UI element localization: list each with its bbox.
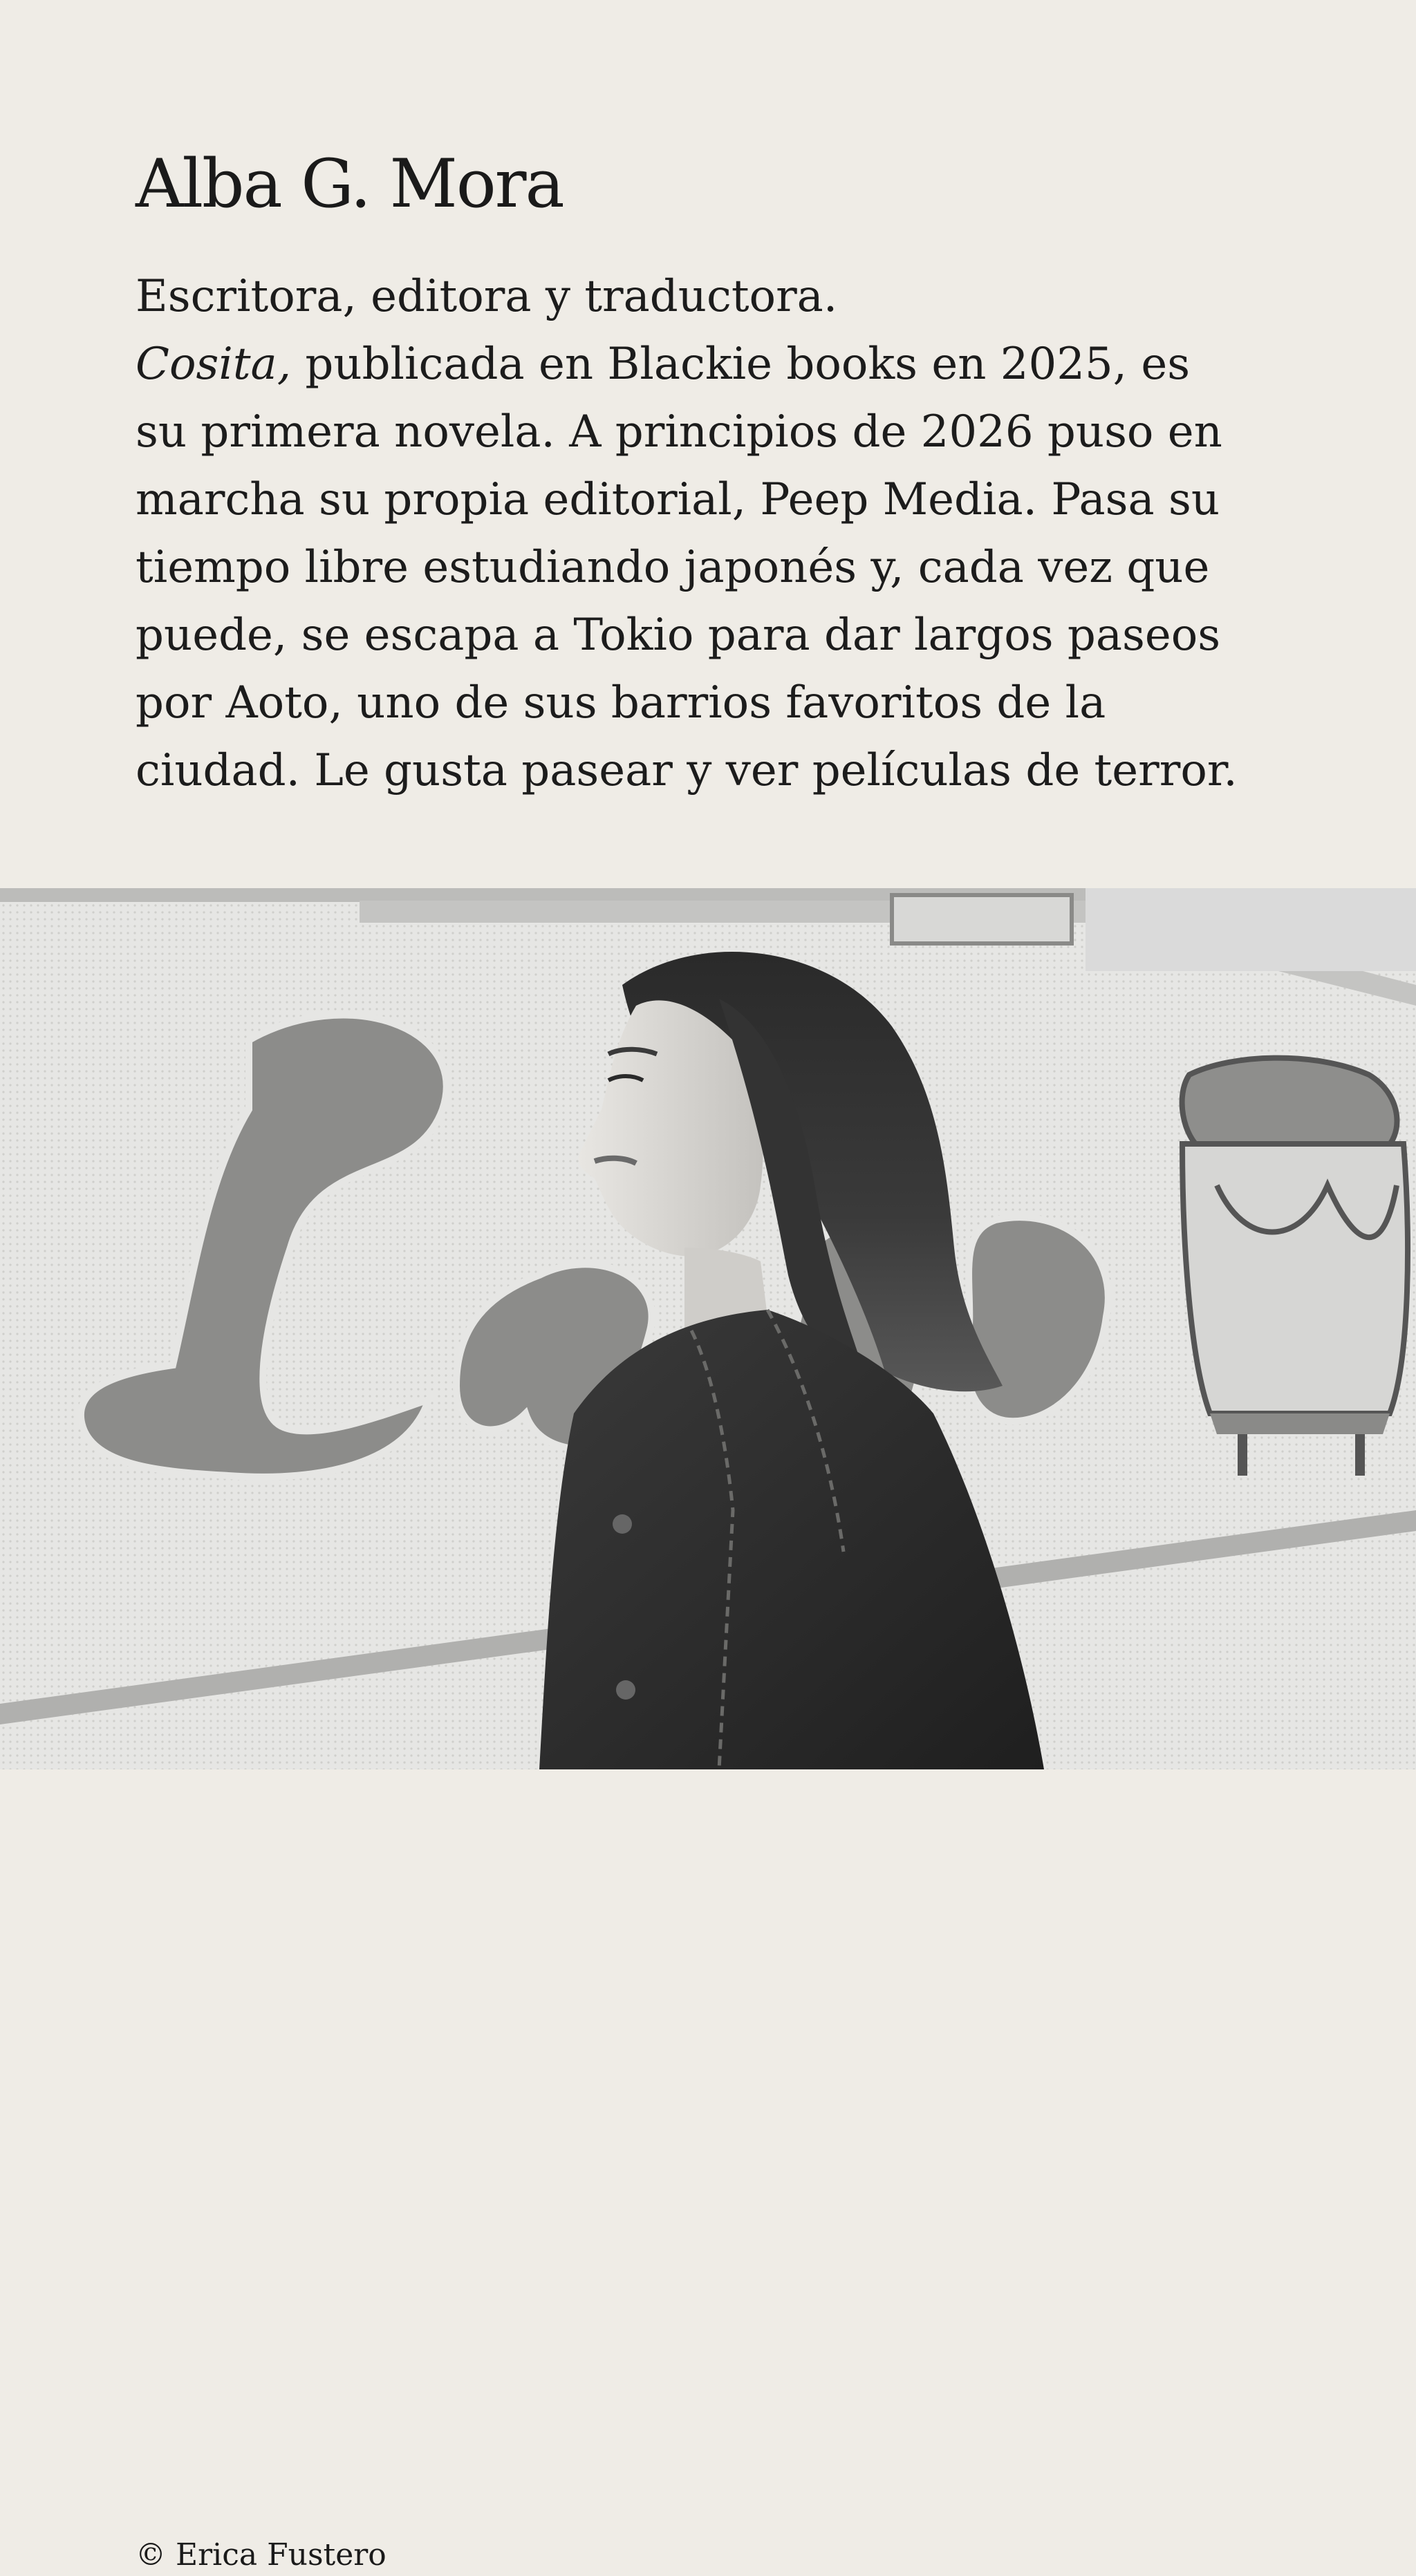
bio-line: marcha su propia editorial, Peep Media. Pasa su: [136, 474, 1220, 525]
window-glass: [1086, 888, 1416, 971]
bio-line: Escritora, editora y traductora.: [136, 271, 838, 322]
author-name: Alba G. Mora: [136, 145, 563, 223]
bio-line: puede, se escapa a Tokio para dar largos paseos: [136, 610, 1221, 661]
author-bio: [136, 263, 1297, 805]
vent: [892, 895, 1072, 943]
author-photo: [0, 888, 1416, 2573]
bio-page: [0, 0, 1416, 888]
book-title: Cosita,: [136, 339, 292, 390]
photo-credit: © Erica Fustero: [136, 2537, 386, 2573]
jacket-button: [616, 1680, 635, 1700]
bio-line: ciudad. Le gusta pasear y ver películas de terror.: [136, 745, 1238, 796]
photo-illustration: [0, 888, 1416, 1769]
bio-line: tiempo libre estudiando japonés y, cada vez que: [136, 542, 1210, 593]
jacket-button: [613, 1514, 632, 1534]
chair-illustration: [1182, 1058, 1408, 1476]
bio-line-text: publicada en Blackie books en 2025, es: [291, 339, 1191, 390]
bio-line: su primera novela. A principios de 2026 puso en: [136, 406, 1222, 458]
bio-line: [136, 330, 1297, 398]
bio-line: por Aoto, uno de sus barrios favoritos de la: [136, 677, 1106, 728]
